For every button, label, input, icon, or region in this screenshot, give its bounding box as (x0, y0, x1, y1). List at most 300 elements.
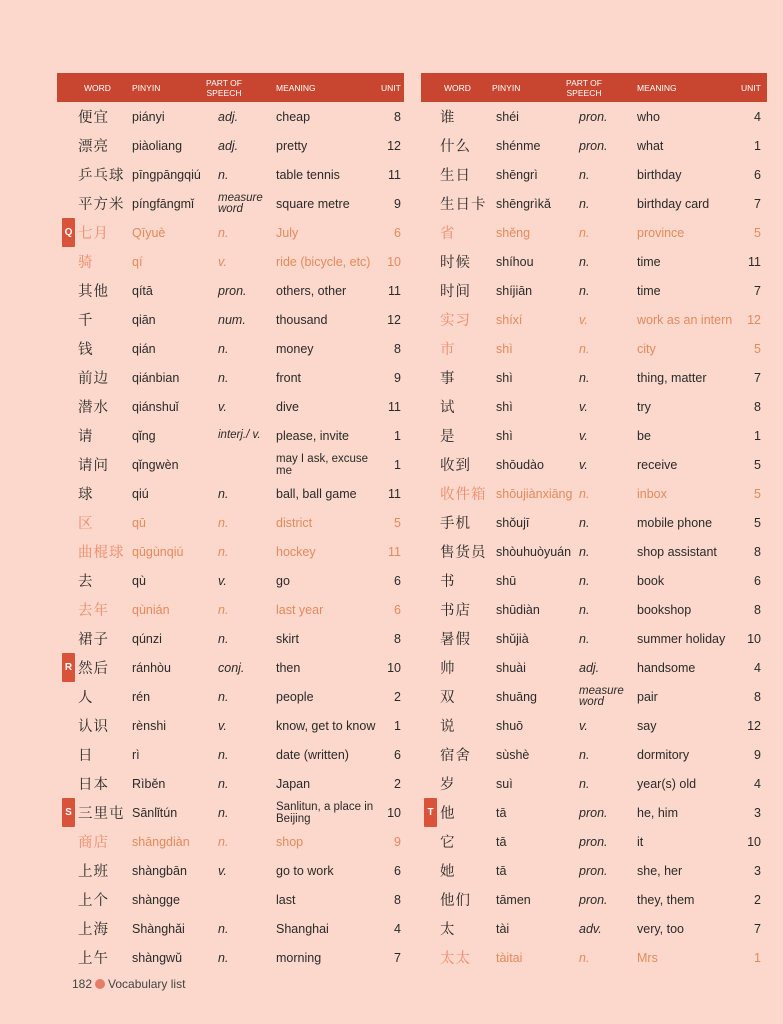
vocab-word: 钱 (78, 342, 94, 358)
vocab-word: 然后 (78, 661, 109, 677)
vocab-pinyin: qítā (132, 283, 153, 298)
vocab-part-of-speech: n. (218, 225, 229, 240)
vocab-meaning: dive (276, 399, 299, 414)
vocab-word: 时候 (440, 255, 471, 271)
vocab-unit: 2 (394, 776, 401, 791)
vocab-unit: 5 (754, 486, 761, 501)
vocab-word: 岁 (440, 777, 456, 793)
vocab-unit: 10 (387, 805, 401, 820)
vocab-pinyin: shíxí (496, 312, 523, 327)
table-row (421, 711, 767, 740)
vocab-pinyin: shěng (496, 225, 531, 240)
vocab-part-of-speech: n. (579, 515, 590, 530)
vocab-word: 宿舍 (440, 748, 471, 764)
vocab-meaning: thousand (276, 312, 328, 327)
table-row (421, 247, 767, 276)
vocab-unit: 9 (754, 747, 761, 762)
vocab-word: 请问 (78, 458, 109, 474)
table-row (57, 131, 404, 160)
vocab-pinyin: shàngge (132, 892, 180, 907)
vocab-part-of-speech: pron. (579, 138, 608, 153)
page-number: 182 (72, 977, 93, 991)
vocab-pinyin: rènshi (132, 718, 167, 733)
vocab-part-of-speech: n. (218, 747, 229, 762)
vocab-unit: 7 (754, 196, 761, 211)
vocab-word: 球 (78, 487, 94, 503)
vocab-unit: 4 (754, 660, 761, 675)
table-row (57, 160, 404, 189)
vocab-pinyin: qúnzi (132, 631, 162, 646)
header-meaning: MEANING (637, 82, 677, 93)
vocab-part-of-speech: measure word (579, 684, 624, 708)
vocab-unit: 8 (394, 109, 401, 124)
letter-badge: R (62, 653, 75, 682)
table-row (421, 276, 767, 305)
vocab-meaning: shop assistant (637, 544, 717, 559)
vocab-part-of-speech: v. (218, 718, 227, 733)
vocab-meaning: very, too (637, 921, 685, 936)
vocab-part-of-speech: pron. (579, 892, 608, 907)
table-row (57, 682, 404, 711)
vocab-meaning: time (637, 254, 661, 269)
vocab-unit: 12 (747, 718, 761, 733)
vocab-pinyin: Sānlǐtún (132, 805, 178, 820)
vocab-unit: 6 (394, 863, 401, 878)
vocab-part-of-speech: v. (218, 254, 227, 269)
vocab-pinyin: shōudào (496, 457, 544, 472)
vocab-meaning: Sanlitun, a place in Beijing (276, 800, 374, 825)
vocab-unit: 11 (388, 399, 401, 414)
vocab-word: 去 (78, 574, 94, 590)
vocab-unit: 10 (747, 834, 761, 849)
header-part-of-speech: PART OF SPEECH (566, 77, 602, 98)
vocab-pinyin: tài (496, 921, 510, 936)
table-row (421, 769, 767, 798)
vocab-pinyin: rén (132, 689, 151, 704)
table-row (57, 508, 404, 537)
vocab-word: 生日卡 (440, 197, 487, 213)
vocab-part-of-speech: pron. (218, 283, 247, 298)
vocab-unit: 5 (754, 341, 761, 356)
vocab-pinyin: shàngwǔ (132, 950, 183, 965)
vocab-word: 上班 (78, 864, 109, 880)
table-row (57, 827, 404, 856)
vocab-part-of-speech: v. (218, 399, 227, 414)
vocab-meaning: last (276, 892, 296, 907)
vocab-unit: 11 (748, 254, 761, 269)
flower-icon (95, 979, 105, 989)
vocab-pinyin: rì (132, 747, 140, 762)
vocab-part-of-speech: v. (218, 573, 227, 588)
vocab-meaning: they, them (637, 892, 695, 907)
vocab-meaning: be (637, 428, 651, 443)
table-row (421, 885, 767, 914)
vocab-pinyin: shì (496, 341, 513, 356)
footer-title: Vocabulary list (108, 977, 186, 991)
vocab-word: 谁 (440, 110, 456, 126)
vocab-pinyin: Rìběn (132, 776, 166, 791)
vocab-pinyin: píngfāngmǐ (132, 196, 194, 211)
vocab-pinyin: qū (132, 515, 146, 530)
vocab-part-of-speech: v. (579, 457, 588, 472)
vocab-word: 上午 (78, 951, 109, 967)
vocab-unit: 8 (394, 892, 401, 907)
letter-badge: T (424, 798, 437, 827)
vocab-meaning: money (276, 341, 314, 356)
vocab-meaning: summer holiday (637, 631, 726, 646)
vocab-part-of-speech: n. (579, 631, 590, 646)
vocab-part-of-speech: measure word (218, 191, 263, 215)
vocab-unit: 9 (394, 196, 401, 211)
vocab-unit: 11 (388, 283, 401, 298)
vocab-meaning: hockey (276, 544, 316, 559)
vocab-meaning: know, get to know (276, 718, 376, 733)
vocab-meaning: district (276, 515, 313, 530)
vocab-part-of-speech (218, 450, 278, 479)
vocab-word: 生日 (440, 168, 471, 184)
vocab-part-of-speech: interj./ v. (218, 429, 261, 441)
vocab-meaning: skirt (276, 631, 299, 646)
vocab-pinyin: shéi (496, 109, 519, 124)
vocab-pinyin: shàngbān (132, 863, 187, 878)
vocab-unit: 1 (394, 428, 401, 443)
table-row (57, 566, 404, 595)
vocab-meaning: mobile phone (637, 515, 713, 530)
vocab-pinyin: shíjiān (496, 283, 533, 298)
vocab-pinyin: qiánshuǐ (132, 399, 179, 414)
vocab-pinyin: piányi (132, 109, 165, 124)
vocab-unit: 12 (747, 312, 761, 327)
vocab-word: 市 (440, 342, 456, 358)
vocab-column-right (421, 73, 767, 972)
table-row (421, 914, 767, 943)
vocab-meaning: table tennis (276, 167, 340, 182)
vocab-word: 说 (440, 719, 456, 735)
header-pinyin: PINYIN (132, 82, 161, 93)
vocab-word: 上海 (78, 922, 109, 938)
table-header (421, 73, 767, 102)
vocab-pinyin: qiánbian (132, 370, 180, 385)
vocab-unit: 8 (394, 341, 401, 356)
vocab-word: 她 (440, 864, 456, 880)
vocab-part-of-speech: n. (579, 283, 590, 298)
letter-badge: S (62, 798, 75, 827)
table-row (57, 276, 404, 305)
header-part-of-speech: PART OF SPEECH (206, 77, 242, 98)
vocab-meaning: may I ask, excuse me (276, 452, 369, 477)
table-row (57, 798, 404, 827)
vocab-pinyin: tàitai (496, 950, 523, 965)
vocab-unit: 3 (754, 863, 761, 878)
vocab-part-of-speech: v. (579, 312, 588, 327)
vocab-word: 书 (440, 574, 456, 590)
vocab-part-of-speech: num. (218, 312, 246, 327)
vocab-part-of-speech: n. (218, 950, 229, 965)
vocab-pinyin: qián (132, 341, 156, 356)
vocab-unit: 12 (387, 138, 401, 153)
vocab-unit: 10 (747, 631, 761, 646)
vocab-unit: 7 (394, 950, 401, 965)
vocab-meaning: Shanghai (276, 921, 329, 936)
vocab-pinyin: shì (496, 399, 513, 414)
vocab-part-of-speech: n. (218, 689, 229, 704)
vocab-unit: 11 (388, 486, 401, 501)
vocab-unit: 1 (754, 138, 761, 153)
vocab-pinyin: shòuhuòyuán (496, 544, 572, 559)
vocab-unit: 2 (394, 689, 401, 704)
vocab-unit: 11 (388, 167, 401, 182)
vocab-pinyin: shénme (496, 138, 541, 153)
table-row (421, 334, 767, 363)
vocab-meaning: ball, ball game (276, 486, 357, 501)
vocab-pinyin: pīngpāngqiú (132, 167, 201, 182)
table-row (421, 508, 767, 537)
vocab-word: 是 (440, 429, 456, 445)
vocab-part-of-speech: n. (579, 950, 590, 965)
table-row (57, 740, 404, 769)
vocab-word: 三里屯 (78, 806, 125, 822)
vocab-pinyin: shǔjià (496, 631, 529, 646)
vocab-part-of-speech: n. (579, 776, 590, 791)
vocab-part-of-speech: v. (579, 399, 588, 414)
vocab-meaning: try (637, 399, 651, 414)
table-row (57, 914, 404, 943)
vocab-meaning: city (637, 341, 656, 356)
vocab-unit: 4 (754, 776, 761, 791)
header-word: WORD (84, 82, 111, 93)
vocab-word: 太太 (440, 951, 471, 967)
vocab-part-of-speech: n. (218, 776, 229, 791)
vocab-pinyin: qiú (132, 486, 149, 501)
vocab-meaning: she, her (637, 863, 683, 878)
table-row (57, 334, 404, 363)
vocab-pinyin: tā (496, 863, 507, 878)
vocab-meaning: then (276, 660, 301, 675)
vocab-part-of-speech: n. (579, 573, 590, 588)
vocab-pinyin: shíhou (496, 254, 534, 269)
table-row (57, 711, 404, 740)
vocab-word: 曲棍球 (78, 545, 125, 561)
vocab-meaning: others, other (276, 283, 347, 298)
table-row (421, 595, 767, 624)
vocab-unit: 8 (754, 602, 761, 617)
vocab-meaning: birthday (637, 167, 682, 182)
vocab-word: 七月 (78, 226, 109, 242)
vocab-pinyin: qiān (132, 312, 156, 327)
vocab-meaning: go to work (276, 863, 334, 878)
vocab-part-of-speech (218, 885, 278, 914)
vocab-unit: 7 (754, 921, 761, 936)
table-row (57, 537, 404, 566)
vocab-part-of-speech: n. (579, 544, 590, 559)
table-row (421, 740, 767, 769)
vocab-part-of-speech: n. (218, 834, 229, 849)
table-row (57, 653, 404, 682)
vocab-pinyin: piàoliang (132, 138, 183, 153)
header-unit: UNIT (741, 82, 761, 93)
vocab-unit: 10 (387, 660, 401, 675)
vocab-part-of-speech: n. (218, 515, 229, 530)
vocab-rows-left (57, 102, 404, 972)
table-row (421, 479, 767, 508)
vocab-part-of-speech: n. (218, 370, 229, 385)
vocab-meaning: please, invite (276, 428, 349, 443)
vocab-meaning: time (637, 283, 661, 298)
vocab-unit: 6 (754, 573, 761, 588)
vocab-part-of-speech: v. (218, 863, 227, 878)
vocab-part-of-speech: n. (579, 370, 590, 385)
table-row (57, 305, 404, 334)
vocab-part-of-speech: n. (579, 486, 590, 501)
vocab-part-of-speech: n. (579, 225, 590, 240)
vocab-unit: 9 (394, 370, 401, 385)
vocab-unit: 8 (754, 399, 761, 414)
vocab-meaning: Japan (276, 776, 311, 791)
vocab-unit: 8 (754, 689, 761, 704)
vocab-pinyin: qūgùnqiú (132, 544, 184, 559)
table-row (421, 218, 767, 247)
table-header (57, 73, 404, 102)
vocab-meaning: pretty (276, 138, 308, 153)
vocab-meaning: thing, matter (637, 370, 707, 385)
vocab-meaning: he, him (637, 805, 678, 820)
table-row (421, 624, 767, 653)
vocab-part-of-speech: pron. (579, 834, 608, 849)
letter-badge: Q (62, 218, 75, 247)
vocab-unit: 5 (754, 225, 761, 240)
vocab-unit: 8 (394, 631, 401, 646)
vocab-unit: 12 (387, 312, 401, 327)
vocab-word: 前边 (78, 371, 109, 387)
vocab-meaning: handsome (637, 660, 696, 675)
vocab-meaning: work as an intern (637, 312, 733, 327)
vocab-word: 手机 (440, 516, 471, 532)
table-row (57, 885, 404, 914)
vocab-part-of-speech: n. (218, 167, 229, 182)
table-row (57, 189, 404, 218)
vocab-meaning: say (637, 718, 657, 733)
table-row (57, 102, 404, 131)
vocab-part-of-speech: n. (218, 486, 229, 501)
vocab-pinyin: qù (132, 573, 146, 588)
vocab-part-of-speech: n. (579, 196, 590, 211)
vocab-part-of-speech: n. (218, 631, 229, 646)
table-row (421, 160, 767, 189)
vocab-word: 书店 (440, 603, 471, 619)
vocab-word: 上个 (78, 893, 109, 909)
vocab-pinyin: shì (496, 428, 513, 443)
vocab-word: 太 (440, 922, 456, 938)
vocab-pinyin: shāngdiàn (132, 834, 190, 849)
table-row (57, 856, 404, 885)
vocab-word: 请 (78, 429, 94, 445)
table-row (421, 131, 767, 160)
vocab-word: 千 (78, 313, 94, 329)
vocab-word: 帅 (440, 661, 456, 677)
vocab-word: 人 (78, 690, 94, 706)
vocab-pinyin: shì (496, 370, 513, 385)
vocab-part-of-speech: n. (218, 544, 229, 559)
vocab-pinyin: tā (496, 805, 507, 820)
vocab-meaning: ride (bicycle, etc) (276, 254, 371, 269)
table-row (421, 305, 767, 334)
vocab-meaning: cheap (276, 109, 311, 124)
table-row (57, 943, 404, 972)
vocab-meaning: year(s) old (637, 776, 697, 791)
table-row (421, 682, 767, 711)
table-row (57, 218, 404, 247)
vocab-unit: 7 (754, 283, 761, 298)
vocab-meaning: square metre (276, 196, 350, 211)
table-row (421, 653, 767, 682)
vocab-part-of-speech: n. (579, 341, 590, 356)
vocab-meaning: July (276, 225, 299, 240)
vocab-word: 收件箱 (440, 487, 487, 503)
vocab-part-of-speech: pron. (579, 805, 608, 820)
vocab-word: 事 (440, 371, 456, 387)
vocab-pinyin: qǐng (132, 428, 156, 443)
table-row (421, 189, 767, 218)
vocab-unit: 4 (754, 109, 761, 124)
table-row (421, 421, 767, 450)
vocab-word: 平方米 (78, 197, 125, 213)
header-pinyin: PINYIN (492, 82, 521, 93)
vocab-part-of-speech: adj. (218, 109, 239, 124)
vocab-unit: 6 (394, 602, 401, 617)
vocab-word: 乒乓球 (78, 168, 125, 184)
vocab-pinyin: tāmen (496, 892, 531, 907)
vocab-part-of-speech: adv. (579, 921, 602, 936)
vocab-pinyin: Shànghǎi (132, 921, 185, 936)
vocab-part-of-speech: n. (579, 167, 590, 182)
vocab-meaning: go (276, 573, 290, 588)
vocab-pinyin: ránhòu (132, 660, 171, 675)
vocab-pinyin: qǐngwèn (132, 457, 179, 472)
vocab-word: 便宜 (78, 110, 109, 126)
vocab-unit: 6 (754, 167, 761, 182)
vocab-unit: 3 (754, 805, 761, 820)
vocab-word: 商店 (78, 835, 109, 851)
vocab-meaning: what (637, 138, 664, 153)
vocab-word: 日 (78, 748, 94, 764)
vocab-meaning: province (637, 225, 685, 240)
vocab-word: 售货员 (440, 545, 487, 561)
vocab-unit: 9 (394, 834, 401, 849)
table-row (421, 450, 767, 479)
vocab-part-of-speech: conj. (218, 660, 245, 675)
vocab-unit: 1 (394, 718, 401, 733)
vocab-pinyin: shū (496, 573, 517, 588)
vocab-unit: 2 (754, 892, 761, 907)
vocab-pinyin: tā (496, 834, 507, 849)
page-footer (72, 977, 185, 991)
vocab-part-of-speech: n. (218, 602, 229, 617)
vocab-word: 骑 (78, 255, 94, 271)
vocab-pinyin: sùshè (496, 747, 530, 762)
vocab-word: 日本 (78, 777, 109, 793)
vocab-part-of-speech: n. (218, 341, 229, 356)
vocab-pinyin: shūdiàn (496, 602, 540, 617)
vocab-meaning: who (637, 109, 660, 124)
vocab-pinyin: shēngrì (496, 167, 538, 182)
vocab-unit: 10 (387, 254, 401, 269)
table-row (421, 798, 767, 827)
vocab-meaning: it (637, 834, 644, 849)
header-word: WORD (444, 82, 471, 93)
vocab-part-of-speech: n. (218, 921, 229, 936)
vocab-unit: 6 (394, 747, 401, 762)
vocab-pinyin: shōujiànxiāng (496, 486, 573, 501)
